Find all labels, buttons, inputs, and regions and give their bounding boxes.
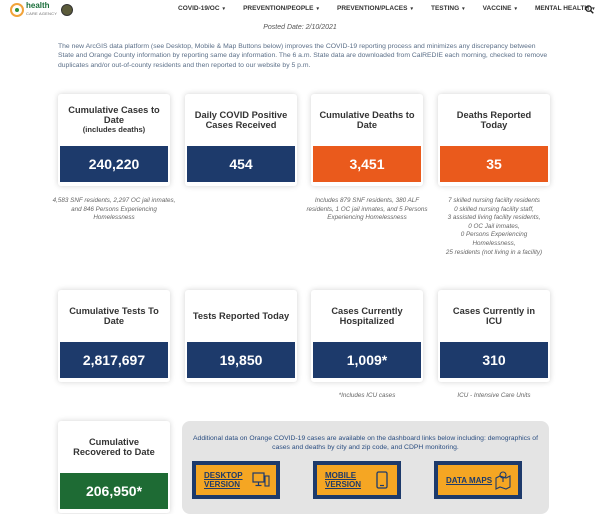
logo-line1: health [26, 1, 50, 10]
chevron-down-icon: ▾ [316, 5, 320, 12]
main-nav [178, 5, 600, 12]
card-title: Deaths Reported Today [456, 110, 532, 130]
nav-item-vaccine[interactable]: VACCINE ▾ [482, 5, 517, 12]
card-cumulative-cases [58, 94, 170, 186]
data-maps-link-box [434, 461, 522, 499]
card-title: Cumulative Recovered to Date [73, 437, 155, 457]
card-title: Cumulative Tests To Date [69, 306, 159, 326]
card-title: Cumulative Deaths to Date [319, 110, 415, 130]
card-title: Cases Currently Hospitalized [331, 306, 403, 326]
county-seal-icon [61, 4, 73, 16]
card-title: Cumulative Cases to Date [68, 105, 160, 125]
nav-item-mental-health[interactable]: MENTAL HEALTH ▾ [534, 5, 595, 12]
logo-mark-icon [10, 3, 24, 17]
card-cumulative-recovered [58, 421, 170, 513]
card-cumulative-tests [58, 290, 170, 382]
site-logo[interactable] [10, 2, 73, 18]
card-subtitle: (includes deaths) [82, 125, 146, 134]
mobile-icon [373, 470, 391, 490]
card-cumulative-deaths [311, 94, 423, 186]
card-value: 454 [187, 146, 295, 182]
nav-item-covid19-oc[interactable]: COVID-19/OC ▾ [178, 5, 226, 12]
card-value: 35 [440, 146, 548, 182]
card-deaths-today [438, 94, 550, 186]
chevron-down-icon: ▾ [222, 5, 226, 12]
nav-item-prevention-places[interactable]: PREVENTION/PLACES ▾ [337, 5, 413, 12]
card-value: 310 [440, 342, 548, 378]
deaths-today-note: 7 skilled nursing facility residents 0 skilled nursing facility staff, 3 assisted living facility residents, 0 OC Jail inmates, 0 Persons Experiencing Homelessness, 25 residents (not living in a facility) [445, 197, 543, 256]
top-navigation [0, 0, 600, 22]
card-value: 3,451 [313, 146, 421, 182]
card-icu [438, 290, 550, 382]
dashboard-links-panel [182, 421, 549, 514]
desktop-icon [252, 470, 270, 490]
card-title: Cases Currently in ICU [452, 306, 536, 326]
cumulative-cases-note: 4,583 SNF residents, 2,297 OC jail inmates, and 846 Persons Experiencing Homelessness [52, 197, 176, 222]
chevron-down-icon: ▾ [410, 5, 413, 12]
mobile-version-link-box [313, 461, 401, 499]
search-icon[interactable] [585, 5, 594, 14]
nav-item-prevention-people[interactable]: PREVENTION/PEOPLE ▾ [243, 5, 320, 12]
card-value: 1,009* [313, 342, 421, 378]
card-value: 240,220 [60, 146, 168, 182]
posted-date: Posted Date: 2/10/2021 [263, 24, 337, 31]
mobile-version-button[interactable]: MOBILE VERSION [317, 465, 397, 495]
hospitalized-note: *Includes ICU cases [338, 392, 396, 399]
cumulative-deaths-note: Includes 879 SNF residents, 380 ALF residents, 1 OC jail inmates, and 5 Persons Experiencing Homelessness [306, 197, 428, 222]
chevron-down-icon: ▾ [514, 5, 517, 12]
card-title: Daily COVID Positive Cases Received [194, 110, 288, 130]
card-value: 19,850 [187, 342, 295, 378]
desktop-version-button[interactable]: DESKTOP VERSION [196, 465, 276, 495]
data-maps-button[interactable]: DATA MAPS [438, 465, 518, 495]
chevron-down-icon: ▾ [462, 5, 465, 12]
card-value: 206,950* [60, 473, 168, 509]
chevron-down-icon: ▾ [592, 5, 595, 12]
intro-paragraph: The new ArcGIS data platform (see Desktop, Mobile & Map Buttons below) improves the COVID-19 reporting process and minimizes any discrepancy between State and Orange County information by reporting same day information. The 6 a.m. State data are downloaded from CalREDIE each morning, checked to remove duplicates and/or out-of-county residents and then reported to our website by 5 p.m. [58, 43, 548, 69]
logo-line2: CARE AGENCY [26, 11, 58, 16]
desktop-version-link-box [192, 461, 280, 499]
panel-description: Additional data on Orange COVID-19 cases are available on the dashboard links below including: demographics of cases and deaths by city and zip code, and CDPH monitoring. [193, 435, 538, 451]
card-daily-cases [185, 94, 297, 186]
icu-note: ICU - Intensive Care Units [457, 392, 531, 399]
nav-item-testing[interactable]: TESTING ▾ [430, 5, 465, 12]
card-tests-today [185, 290, 297, 382]
map-icon [494, 470, 512, 490]
card-value: 2,817,697 [60, 342, 168, 378]
card-hospitalized [311, 290, 423, 382]
card-title: Tests Reported Today [192, 311, 290, 321]
